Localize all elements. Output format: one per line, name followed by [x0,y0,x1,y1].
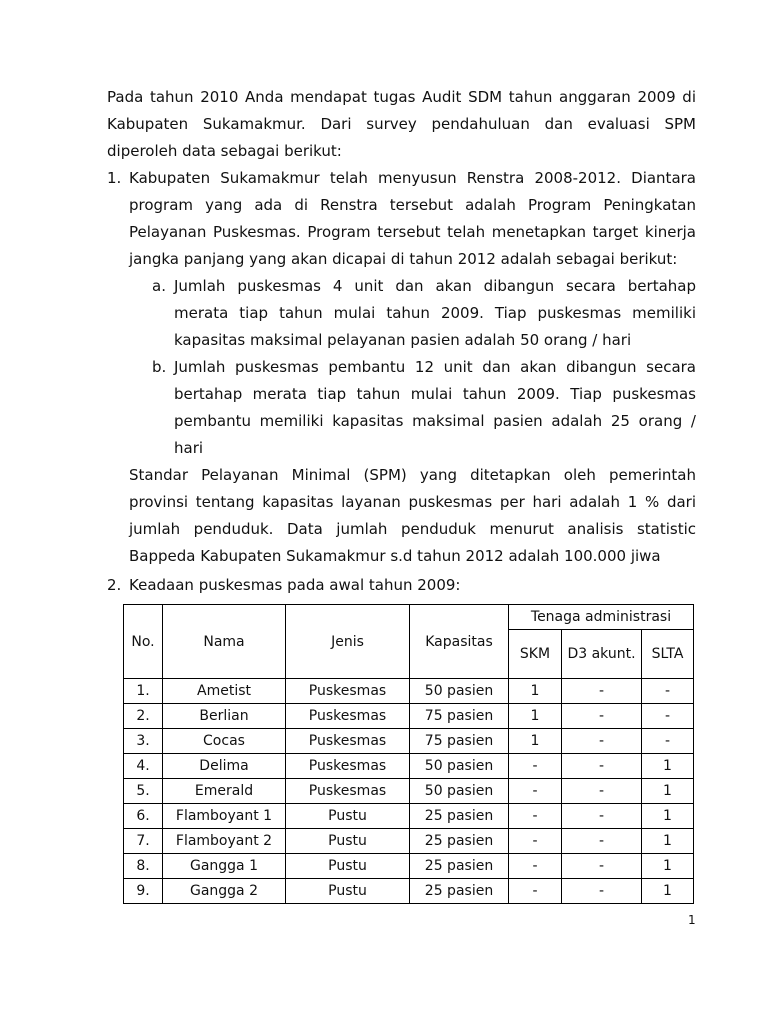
cell-slta: 1 [642,779,694,804]
cell-kapasitas: 25 pasien [410,829,509,854]
list-item-1-number: 1. [107,169,122,187]
table-row [124,729,694,754]
cell-d3: - [562,729,642,754]
header-skm: SKM [509,630,562,679]
cell-slta: 1 [642,829,694,854]
cell-nama: Cocas [163,729,286,754]
cell-no: 7. [124,829,163,854]
cell-nama: Emerald [163,779,286,804]
subitem-b-mark: b. [152,358,167,376]
list-item-2-text: Keadaan puskesmas pada awal tahun 2009: [129,576,461,594]
table-row [124,829,694,854]
cell-kapasitas: 50 pasien [410,679,509,704]
cell-kapasitas: 25 pasien [410,854,509,879]
cell-jenis: Pustu [286,829,410,854]
cell-no: 6. [124,804,163,829]
cell-kapasitas: 75 pasien [410,729,509,754]
cell-slta: - [642,679,694,704]
cell-d3: - [562,829,642,854]
list-item-1-text: Kabupaten Sukamakmur telah menyusun Renstra 2008-2012. Diantara program yang ada di Renstra tersebut adalah Program Peningkatan Pelayanan Puskesmas. Program tersebut telah menetapkan target kinerja jangka panjang yang akan dicapai di tahun 2012 adalah sebagai berikut: [129,169,696,268]
intro-paragraph: Pada tahun 2010 Anda mendapat tugas Audit SDM tahun anggaran 2009 di Kabupaten Sukamakmur. Dari survey pendahuluan dan evaluasi SPM diperoleh data sebagai berikut: [107,88,696,160]
cell-slta: 1 [642,804,694,829]
header-tenaga-administrasi: Tenaga administrasi [509,605,694,630]
cell-nama: Berlian [163,704,286,729]
cell-d3: - [562,804,642,829]
cell-nama: Delima [163,754,286,779]
cell-jenis: Pustu [286,854,410,879]
cell-nama: Flamboyant 2 [163,829,286,854]
cell-skm: - [509,854,562,879]
cell-slta: 1 [642,879,694,904]
cell-kapasitas: 50 pasien [410,754,509,779]
cell-slta: - [642,729,694,754]
cell-jenis: Puskesmas [286,679,410,704]
cell-skm: 1 [509,704,562,729]
cell-no: 1. [124,679,163,704]
header-slta: SLTA [642,630,694,679]
table-row [124,804,694,829]
cell-skm: - [509,804,562,829]
cell-slta: 1 [642,854,694,879]
cell-jenis: Pustu [286,879,410,904]
cell-d3: - [562,854,642,879]
cell-jenis: Puskesmas [286,729,410,754]
table-row [124,704,694,729]
cell-no: 9. [124,879,163,904]
cell-no: 8. [124,854,163,879]
cell-skm: - [509,779,562,804]
cell-slta: 1 [642,754,694,779]
cell-nama: Flamboyant 1 [163,804,286,829]
header-d3-akunt: D3 akunt. [562,630,642,679]
cell-skm: 1 [509,679,562,704]
cell-skm: - [509,879,562,904]
cell-nama: Gangga 1 [163,854,286,879]
table-row [124,754,694,779]
cell-skm: - [509,754,562,779]
subitem-a-mark: a. [152,277,166,295]
cell-kapasitas: 75 pasien [410,704,509,729]
puskesmas-table [123,604,694,904]
cell-d3: - [562,879,642,904]
table-row [124,854,694,879]
cell-slta: - [642,704,694,729]
cell-d3: - [562,754,642,779]
cell-jenis: Puskesmas [286,704,410,729]
cell-skm: - [509,829,562,854]
header-no: No. [124,605,163,679]
header-nama: Nama [163,605,286,679]
cell-kapasitas: 25 pasien [410,804,509,829]
cell-d3: - [562,779,642,804]
cell-skm: 1 [509,729,562,754]
list-item-2-number: 2. [107,576,122,594]
table-row [124,879,694,904]
spm-paragraph: Standar Pelayanan Minimal (SPM) yang ditetapkan oleh pemerintah provinsi tentang kapasitas layanan puskesmas per hari adalah 1 % dari jumlah penduduk. Data jumlah penduduk menurut analisis statistic Bappeda Kabupaten Sukamakmur s.d tahun 2012 adalah 100.000 jiwa [129,466,696,565]
cell-d3: - [562,679,642,704]
cell-jenis: Puskesmas [286,779,410,804]
cell-jenis: Pustu [286,804,410,829]
cell-kapasitas: 25 pasien [410,879,509,904]
cell-kapasitas: 50 pasien [410,779,509,804]
cell-jenis: Puskesmas [286,754,410,779]
subitem-b-text: Jumlah puskesmas pembantu 12 unit dan akan dibangun secara bertahap merata tiap tahun mulai tahun 2009. Tiap puskesmas pembantu memiliki kapasitas maksimal pasien adalah 25 orang / hari [174,358,696,457]
header-jenis: Jenis [286,605,410,679]
cell-nama: Ametist [163,679,286,704]
table-row [124,779,694,804]
cell-no: 5. [124,779,163,804]
cell-d3: - [562,704,642,729]
cell-no: 3. [124,729,163,754]
cell-nama: Gangga 2 [163,879,286,904]
page-number: 1 [688,913,696,927]
cell-no: 2. [124,704,163,729]
header-kapasitas: Kapasitas [410,605,509,679]
cell-no: 4. [124,754,163,779]
table-row [124,679,694,704]
subitem-a-text: Jumlah puskesmas 4 unit dan akan dibangun secara bertahap merata tiap tahun mulai tahun 2009. Tiap puskesmas memiliki kapasitas maksimal pelayanan pasien adalah 50 orang / hari [174,277,696,349]
